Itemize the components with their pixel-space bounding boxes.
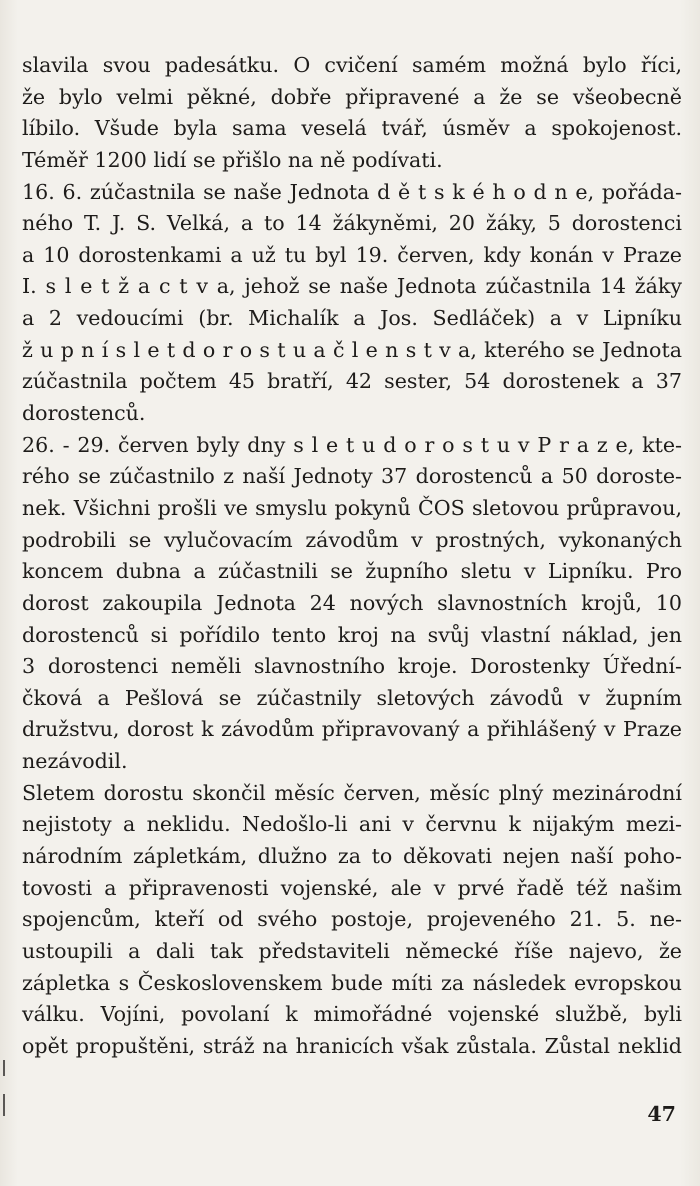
text-line: I. s l e t ž a c t v a, jehož se naše Jednota zúčastnila 14 žáky (22, 274, 682, 299)
body-text (22, 50, 682, 1063)
text-line: ustoupili a dali tak představiteli německé říše najevo, že (22, 938, 682, 963)
text-line: rého se zúčastnilo z naší Jednoty 37 dorostenců a 50 doroste- (22, 464, 682, 489)
margin-mark (3, 1060, 5, 1076)
text-line: nejistoty a neklidu. Nedošlo-li ani v červnu k nijakým mezi- (22, 812, 682, 837)
text-line: Sletem dorostu skončil měsíc červen, měsíc plný mezinárodní (22, 780, 682, 805)
text-line: ného T. J. S. Velká, a to 14 žákyněmi, 20 žáky, 5 dorostenci (22, 211, 682, 236)
text-line: družstvu, dorost k závodům připravovaný a přihlášený v Praze (22, 717, 682, 742)
text-line: ž u p n í s l e t d o r o s t u a č l e n s t v a, kterého se Jednota (22, 337, 682, 362)
margin-mark (3, 1094, 5, 1116)
text-line: 16. 6. zúčastnila se naše Jednota d ě t s k é h o d n e, pořáda- (22, 179, 682, 204)
page-number: 47 (647, 1102, 676, 1126)
text-line: opět propuštěni, stráž na hranicích však zůstala. Zůstal neklid (22, 1033, 682, 1058)
text-line: podrobili se vylučovacím závodům v prostných, vykonaných (22, 527, 682, 552)
text-line: 26. - 29. červen byly dny s l e t u d o r o s t u v P r a z e, kte- (22, 432, 682, 457)
text-line: a 2 vedoucími (br. Michalík a Jos. Sedláček) a v Lipníku (22, 306, 682, 331)
text-line: dorost zakoupila Jednota 24 nových slavnostních krojů, 10 (22, 590, 682, 615)
text-line: slavila svou padesátku. O cvičení samém možná bylo říci, (22, 53, 682, 77)
text-line: zúčastnila počtem 45 bratří, 42 sester, 54 dorostenek a 37 (22, 369, 682, 394)
text-line: čková a Pešlová se zúčastnily sletových závodů v župním (22, 685, 682, 710)
text-line: dorostenců. (22, 401, 146, 426)
text-line: nezávodil. (22, 749, 128, 774)
text-line: a 10 dorostenkami a už tu byl 19. červen, kdy konán v Praze (22, 242, 682, 267)
text-line: líbilo. Všude byla sama veselá tvář, úsměv a spokojenost. (22, 116, 682, 141)
text-line: Téměř 1200 lidí se přišlo na ně podívati. (22, 147, 443, 172)
text-line: národním zápletkám, dlužno za to děkovati nejen naší poho- (22, 844, 682, 869)
text-line: zápletka s Československem bude míti za následek evropskou (22, 970, 682, 995)
text-line: tovosti a připravenosti vojenské, ale v prvé řadě též našim (22, 875, 682, 900)
text-line: spojencům, kteří od svého postoje, projeveného 21. 5. ne- (22, 907, 682, 932)
text-line: že bylo velmi pěkné, dobře připravené a že se všeobecně (22, 84, 682, 109)
text-line: 3 dorostenci neměli slavnostního kroje. Dorostenky Úřední- (22, 654, 682, 679)
text-line: dorostenců si pořídilo tento kroj na svůj vlastní náklad, jen (22, 622, 682, 647)
text-line: válku. Vojíni, povolaní k mimořádné vojenské službě, byli (22, 1002, 682, 1027)
text-line: nek. Všichni prošli ve smyslu pokynů ČOS sletovou průpravou, (22, 495, 682, 520)
text-line: koncem dubna a zúčastnili se župního sletu v Lipníku. Pro (22, 559, 682, 584)
